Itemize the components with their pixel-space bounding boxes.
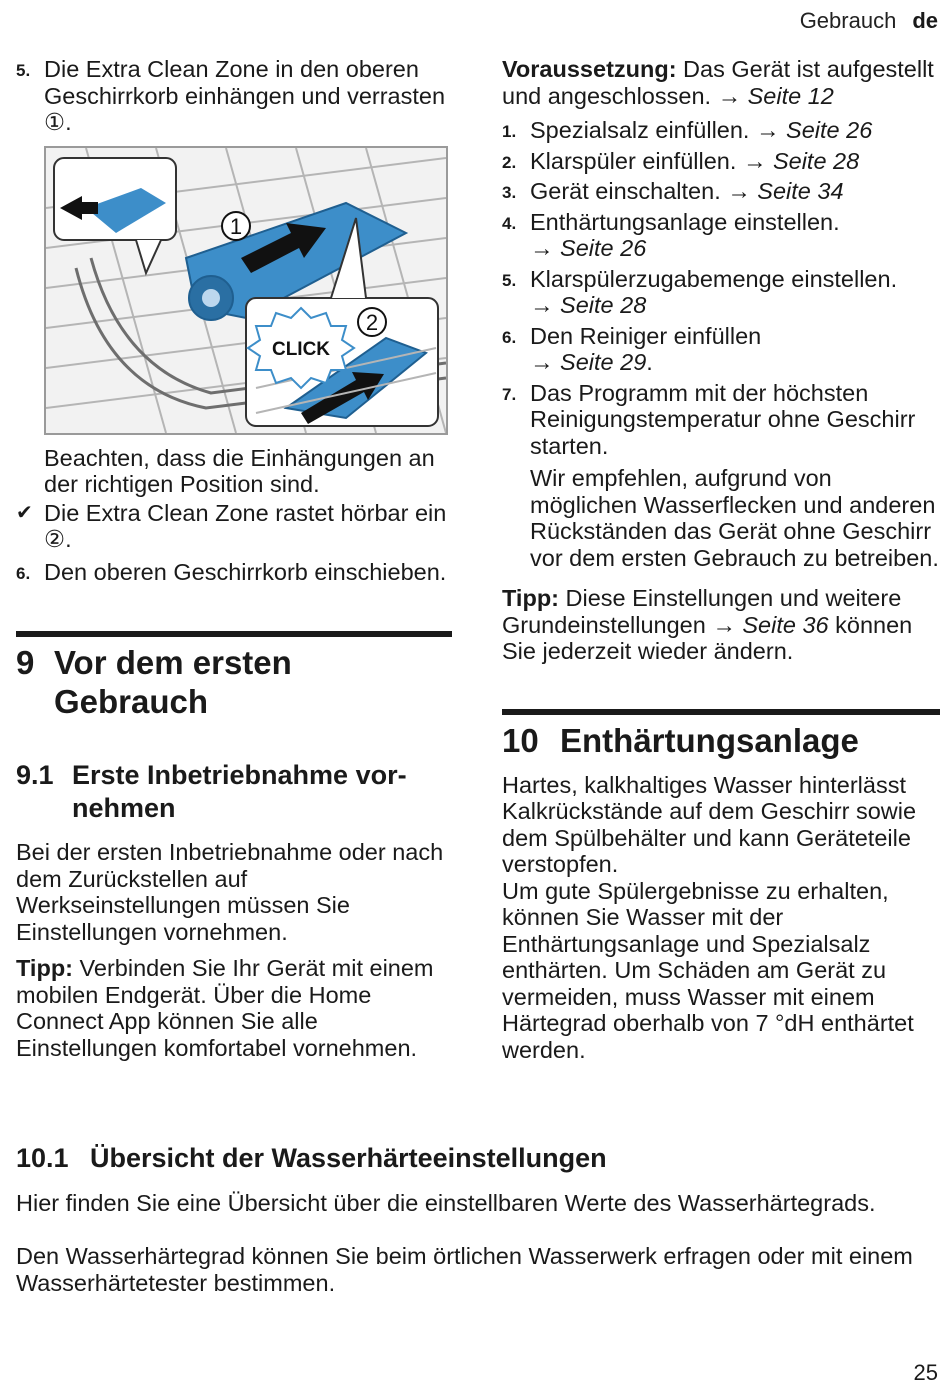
step-number: 5. bbox=[16, 61, 31, 80]
paragraph-first-startup: Bei der ersten Inbetriebnahme oder nach dem Zurückstellen auf Werkseinstellungen müssen Sie Einstellungen vornehmen. bbox=[16, 839, 444, 945]
step-6 bbox=[16, 559, 452, 586]
step-text: Den oberen Geschirrkorb einschieben. bbox=[44, 558, 447, 585]
paragraph-overview: Hier finden Sie eine Übersicht über die einstellbaren Werte des Wasserhärtegrads. bbox=[16, 1190, 876, 1216]
tip-home-connect: Tipp: Verbinden Sie Ihr Gerät mit einem mobilen Endgerät. Über die Home Connect App können Sie alle Einstellungen komfortabel vornehmen. bbox=[16, 955, 434, 1061]
list-item: 5. Klarspülerzugabemenge einstellen. → Seite 28 bbox=[502, 265, 898, 318]
list-item: 3. Gerät einschalten. → Seite 34 bbox=[502, 178, 844, 204]
left-column bbox=[16, 56, 452, 1061]
step-number: 6. bbox=[16, 563, 31, 583]
checkmark-icon: ✔ bbox=[16, 501, 33, 524]
list-item: 1. Spezialsalz einfüllen. → Seite 26 bbox=[502, 117, 873, 143]
list-item: 7. Das Programm mit der höchsten Reinigungstemperatur ohne Geschirr starten. bbox=[502, 379, 916, 459]
setup-steps-list bbox=[502, 117, 940, 571]
note-text: Beachten, dass die Einhängungen an der richtigen Position sind. bbox=[44, 444, 435, 497]
header-section: Gebrauch bbox=[799, 8, 897, 33]
svg-text:CLICK: CLICK bbox=[271, 338, 331, 360]
result-text: Die Extra Clean Zone rastet hörbar ein ②. bbox=[44, 499, 447, 552]
prerequisite: Voraussetzung: Das Gerät ist aufgestellt und angeschlossen. → Seite 12 bbox=[502, 56, 934, 109]
paragraph-hard-water: Hartes, kalkhaltiges Wasser hinterlässt Kalkrückstände auf dem Geschirr sowie dem Spülbehälter und kann Geräteteile verstopfen. bbox=[502, 771, 917, 877]
callout-1 bbox=[222, 212, 250, 240]
list-item: 6. Den Reiniger einfüllen → Seite 29. bbox=[502, 322, 762, 375]
paragraph-softening: Um gute Spülergebnisse zu erhalten, können Sie Wasser mit der Enthärtungsanlage und Spezialsalz enthärten. Um Schäden am Gerät zu vermeiden, muss Wasser mit einem Härtegrad oberhalb von 7 °dH enthärtet werden. bbox=[502, 877, 914, 1063]
heading-section-9-1: 9.1 Erste Inbetriebnahme vor- nehmen bbox=[16, 760, 407, 823]
heading-section-10-1: 10.1 Übersicht der Wasserhärteeinstellungen bbox=[16, 1143, 607, 1173]
svg-text:2: 2 bbox=[365, 309, 379, 335]
inset-top-left bbox=[54, 158, 176, 273]
step-text: Die Extra Clean Zone in den oberen Geschirrkorb einhängen und verrasten ①. bbox=[44, 56, 446, 135]
tip-settings: Tipp: Diese Einstellungen und weitere Grundeinstellungen → Seite 36 können Sie jederzeit wieder ändern. bbox=[502, 585, 913, 664]
step-5 bbox=[16, 56, 452, 136]
basket-illustration bbox=[46, 148, 446, 433]
paragraph-water-hardness: Den Wasserhärtegrad können Sie beim örtlichen Wasserwerk erfragen oder mit einem Wasserhärtetester bestimmen. bbox=[16, 1243, 913, 1296]
right-column bbox=[502, 56, 940, 1063]
list-item: 4. Enthärtungsanlage einstellen. → Seite 26 bbox=[502, 208, 840, 261]
header-language: de bbox=[912, 8, 938, 33]
heading-section-9: 9 Vor dem ersten Gebrauch bbox=[16, 644, 292, 720]
section-rule bbox=[502, 709, 940, 715]
result-line bbox=[16, 500, 452, 553]
callout-2 bbox=[358, 308, 386, 336]
heading-section-10: 10 Enthärtungsanlage bbox=[502, 721, 859, 759]
list-item: 2. Klarspüler einfüllen. → Seite 28 bbox=[502, 147, 860, 174]
page-header bbox=[800, 8, 938, 34]
step-7-note: Wir empfehlen, aufgrund von möglichen Wasserflecken und anderen Rückständen das Gerät ohne Geschirr vor dem ersten Gebrauch zu betreiben. bbox=[530, 465, 939, 571]
section-rule bbox=[16, 631, 452, 637]
page-number: 25 bbox=[913, 1360, 938, 1385]
illustration-extra-clean-zone bbox=[44, 146, 448, 435]
svg-text:1: 1 bbox=[229, 213, 243, 239]
